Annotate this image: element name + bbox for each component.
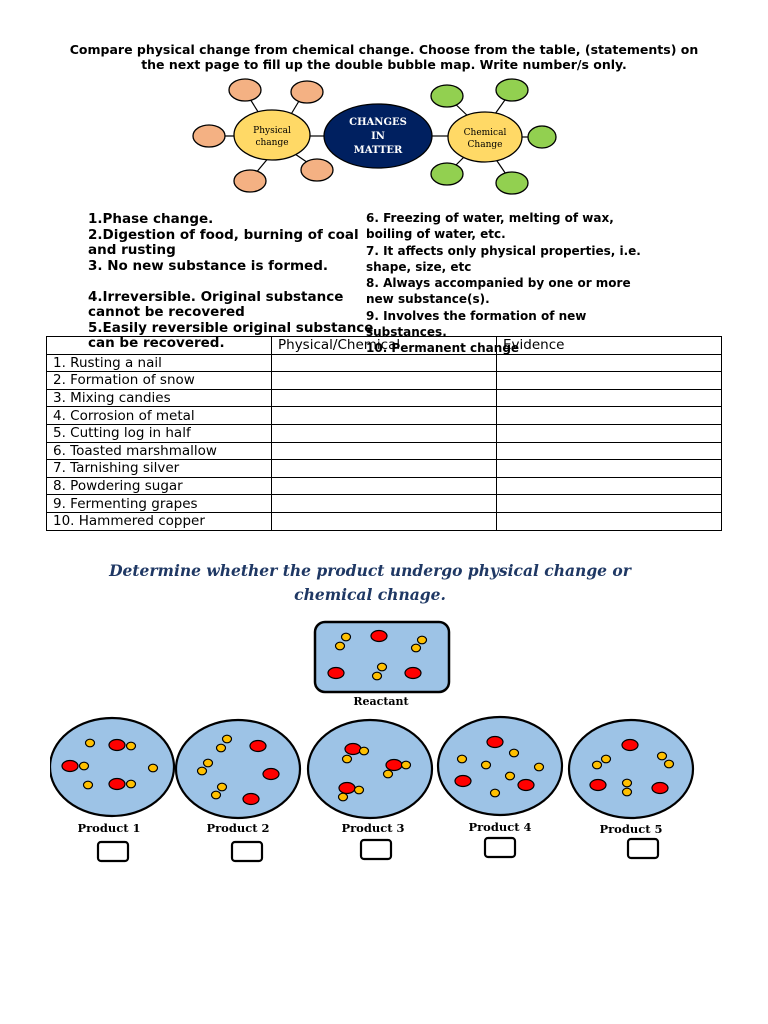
statements-left (88, 212, 373, 352)
red-particle (328, 668, 344, 679)
product-3-answer-box[interactable] (361, 840, 391, 859)
yellow-particle (593, 761, 602, 769)
yellow-particle (378, 663, 387, 671)
row-label: 10. Hammered copper (47, 512, 272, 530)
statement: substances. (366, 325, 447, 340)
table-row (47, 460, 722, 478)
yellow-particle (373, 672, 382, 680)
statement: 6. Freezing of water, melting of wax, (366, 211, 614, 225)
yellow-particle (355, 786, 364, 794)
chemical-outer-bubble (528, 126, 556, 148)
yellow-particle (204, 759, 213, 767)
yellow-particle (212, 791, 221, 799)
physical-outer-bubble (301, 159, 333, 181)
yellow-particle (535, 763, 544, 771)
product-1-answer-box[interactable] (98, 842, 128, 861)
statement: 8. Always accompanied by one or more (366, 276, 631, 291)
row-label: 9. Fermenting grapes (47, 495, 272, 513)
yellow-particle (127, 780, 136, 788)
product-label: Product 3 (341, 821, 405, 835)
table-row (47, 477, 722, 495)
center-label: CHANGES (349, 117, 407, 128)
evidence-cell[interactable] (497, 477, 722, 495)
yellow-particle (336, 642, 345, 650)
yellow-particle (384, 770, 393, 778)
statement: can be recovered. (88, 335, 225, 351)
instruction-line: Compare physical change from chemical change. Choose from the table, (statements) on (69, 42, 699, 57)
yellow-particle (218, 783, 227, 791)
yellow-particle (84, 781, 93, 789)
evidence-cell[interactable] (497, 354, 722, 372)
chemical-outer-bubble (431, 85, 463, 107)
header-physical-chemical: Physical/Chemical (272, 337, 497, 355)
product-5-container (569, 720, 693, 818)
statement (88, 274, 373, 290)
diagram-heading: Determine whether the product undergo physical change or (109, 561, 631, 580)
yellow-particle (506, 772, 515, 780)
answer-cell[interactable] (272, 477, 497, 495)
red-particle (62, 761, 78, 772)
evidence-cell[interactable] (497, 389, 722, 407)
evidence-cell[interactable] (497, 372, 722, 390)
statement: 1.Phase change. (88, 211, 214, 227)
red-particle (345, 744, 361, 755)
row-label: 3. Mixing candies (47, 389, 272, 407)
product-2-container (176, 720, 300, 818)
table-row (47, 389, 722, 407)
yellow-particle (343, 755, 352, 763)
table-header-row (47, 337, 722, 355)
answer-cell[interactable] (272, 407, 497, 425)
chemical-label: Chemical (463, 128, 507, 138)
statement: 3. No new substance is formed. (88, 257, 328, 274)
reactant-label: Reactant (353, 695, 409, 708)
row-label: 8. Powdering sugar (47, 477, 272, 495)
statement: boiling of water, etc. (366, 227, 506, 242)
answer-cell[interactable] (272, 424, 497, 442)
product-label: Product 1 (77, 821, 141, 835)
yellow-particle (491, 789, 500, 797)
physical-label: change (255, 138, 289, 148)
center-label: IN (371, 131, 385, 142)
product-2-answer-box[interactable] (232, 842, 262, 861)
yellow-particle (198, 767, 207, 775)
answer-cell[interactable] (272, 442, 497, 460)
yellow-particle (402, 761, 411, 769)
answer-cell[interactable] (272, 389, 497, 407)
header-cell (47, 337, 272, 355)
yellow-particle (458, 755, 467, 763)
evidence-cell[interactable] (497, 495, 722, 513)
statement: new substance(s). (366, 292, 490, 307)
yellow-particle (418, 636, 427, 644)
physical-outer-bubble (291, 81, 323, 103)
yellow-particle (412, 644, 421, 652)
instruction-line: the next page to fill up the double bubble map. Write number/s only. (141, 57, 627, 72)
table-row (47, 512, 722, 530)
table-row (47, 495, 722, 513)
red-particle (590, 780, 606, 791)
chemical-outer-bubble (496, 79, 528, 101)
yellow-particle (217, 744, 226, 752)
double-bubble-map (192, 76, 558, 196)
red-particle (243, 794, 259, 805)
answer-cell[interactable] (272, 495, 497, 513)
center-label: MATTER (353, 145, 403, 156)
statement: 2.Digestion of food, burning of coal (88, 226, 359, 243)
row-label: 7. Tarnishing silver (47, 460, 272, 478)
evidence-cell[interactable] (497, 442, 722, 460)
table-row (47, 354, 722, 372)
answer-cell[interactable] (272, 512, 497, 530)
yellow-particle (149, 764, 158, 772)
statement: cannot be recovered (88, 304, 245, 320)
statement: 5.Easily reversible original substance (88, 319, 374, 336)
classification-table (46, 336, 722, 531)
red-particle (263, 769, 279, 780)
evidence-cell[interactable] (497, 407, 722, 425)
yellow-particle (127, 742, 136, 750)
red-particle (455, 776, 471, 787)
row-label: 5. Cutting log in half (47, 424, 272, 442)
physical-outer-bubble (234, 170, 266, 192)
statement: 4.Irreversible. Original substance (88, 288, 344, 305)
product-4-answer-box[interactable] (485, 838, 515, 857)
red-particle (405, 668, 421, 679)
evidence-cell[interactable] (497, 460, 722, 478)
chemical-label: Change (467, 140, 503, 150)
row-label: 2. Formation of snow (47, 372, 272, 390)
red-particle (622, 740, 638, 751)
instructions (40, 42, 728, 72)
product-5-answer-box[interactable] (628, 839, 658, 858)
red-particle (487, 737, 503, 748)
statement: 10. Permanent change (366, 341, 520, 356)
yellow-particle (665, 760, 674, 768)
yellow-particle (339, 793, 348, 801)
chemical-outer-bubble (431, 163, 463, 185)
red-particle (371, 631, 387, 642)
yellow-particle (602, 755, 611, 763)
diagram-heading: chemical chnage. (294, 585, 446, 604)
physical-outer-bubble (229, 79, 261, 101)
red-particle (109, 779, 125, 790)
yellow-particle (658, 752, 667, 760)
yellow-particle (86, 739, 95, 747)
table-row (47, 407, 722, 425)
red-particle (386, 760, 402, 771)
yellow-particle (223, 735, 232, 743)
yellow-particle (482, 761, 491, 769)
evidence-cell[interactable] (497, 512, 722, 530)
red-particle (339, 783, 355, 794)
yellow-particle (623, 779, 632, 787)
header-evidence: Evidence (497, 337, 722, 355)
table-row (47, 372, 722, 390)
statement: 7. It affects only physical properties, i.e. (366, 243, 641, 258)
row-label: 4. Corrosion of metal (47, 407, 272, 425)
particle-diagram (50, 555, 718, 865)
evidence-cell[interactable] (497, 424, 722, 442)
yellow-particle (80, 762, 89, 770)
row-label: 6. Toasted marshmallow (47, 442, 272, 460)
chemical-outer-bubble (496, 172, 528, 194)
red-particle (109, 740, 125, 751)
answer-cell[interactable] (272, 372, 497, 390)
row-label: 1. Rusting a nail (47, 354, 272, 372)
table-row (47, 442, 722, 460)
statement: and rusting (88, 242, 176, 258)
table-row (47, 424, 722, 442)
product-label: Product 5 (599, 822, 663, 836)
statement: shape, size, etc (366, 259, 472, 274)
answer-cell[interactable] (272, 460, 497, 478)
red-particle (518, 780, 534, 791)
red-particle (250, 741, 266, 752)
statement: 9. Involves the formation of new (366, 308, 587, 323)
product-3-container (308, 720, 432, 818)
yellow-particle (510, 749, 519, 757)
yellow-particle (360, 747, 369, 755)
physical-outer-bubble (193, 125, 225, 147)
product-label: Product 2 (206, 821, 270, 835)
answer-cell[interactable] (272, 354, 497, 372)
yellow-particle (342, 633, 351, 641)
red-particle (652, 783, 668, 794)
physical-label: Physical (253, 126, 291, 136)
product-label: Product 4 (468, 820, 532, 834)
yellow-particle (623, 788, 632, 796)
statements-right (366, 210, 641, 357)
